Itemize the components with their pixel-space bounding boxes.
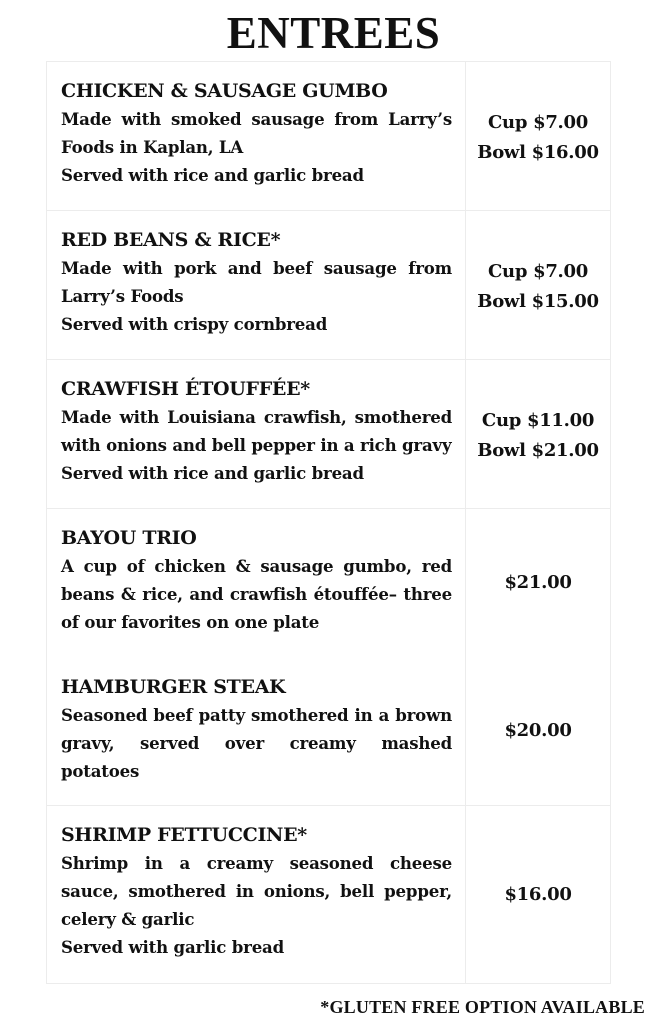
gluten-free-footnote: *GLUTEN FREE OPTION AVAILABLE [320, 997, 645, 1017]
menu-item-price-cell [466, 658, 611, 806]
menu-item-name: HAMBURGER STEAK [61, 675, 286, 698]
menu-row-bayou-trio [47, 509, 611, 658]
menu-item-name: SHRIMP FETTUCCINE* [61, 824, 307, 846]
menu-item-price-cell [466, 62, 611, 211]
menu-item-description: Shrimp in a creamy seasoned cheese sauce, smothered in onions, bell pepper, celery & garlic [61, 853, 452, 929]
menu-item-description: Made with pork and beef sausage from Larry’s Foods [61, 258, 452, 306]
menu-item-description-cell [47, 509, 466, 658]
menu-row-gumbo [47, 62, 611, 211]
menu-item-serving-note: Served with crispy cornbread [61, 314, 328, 334]
menu-item-description-cell [47, 211, 466, 360]
menu-item-price-cell [466, 509, 611, 658]
menu-item-price-bowl: Bowl $16.00 [477, 142, 599, 163]
menu-row-shrimp-fettuccine [47, 806, 611, 984]
menu-item-price-cell [466, 806, 611, 984]
menu-item-price: $20.00 [504, 720, 572, 742]
menu-item-price: $16.00 [504, 883, 572, 905]
menu-item-description: Seasoned beef patty smothered in a brown gravy, served over creamy mashed potatoes [61, 704, 452, 781]
menu-item-name: BAYOU TRIO [61, 527, 197, 549]
menu-item-price-cup: Cup $7.00 [488, 112, 588, 133]
menu-item-price-cup: Cup $7.00 [488, 261, 588, 282]
menu-item-price: $21.00 [504, 572, 572, 594]
menu-table [46, 61, 611, 984]
menu-row-hamburger-steak [47, 658, 611, 806]
menu-row-red-beans [47, 211, 611, 360]
menu-row-crawfish-etouffee [47, 360, 611, 509]
menu-item-price-cell [466, 211, 611, 360]
menu-item-serving-note: Served with rice and garlic bread [61, 463, 364, 483]
menu-item-name: RED BEANS & RICE* [61, 229, 281, 251]
menu-item-serving-note: Served with rice and garlic bread [61, 165, 364, 185]
menu-item-description-cell [47, 658, 466, 806]
menu-item-description: Made with smoked sausage from Larry’s Foods in Kaplan, LA [61, 109, 452, 157]
menu-item-name: CHICKEN & SAUSAGE GUMBO [61, 80, 388, 102]
menu-item-price-bowl: Bowl $15.00 [477, 291, 599, 312]
menu-item-price-cup: Cup $11.00 [481, 410, 595, 431]
menu-item-price-cell [466, 360, 611, 509]
menu-item-description-cell [47, 806, 466, 984]
page-title: ENTREES [226, 8, 441, 58]
menu-item-price-bowl: Bowl $21.00 [477, 440, 599, 461]
menu-item-description-cell [47, 360, 466, 509]
menu-item-description: A cup of chicken & sausage gumbo, red beans & rice, and crawfish étouffée– three of our favorites on one plate [61, 556, 452, 632]
menu-item-name: CRAWFISH ÉTOUFFÉE* [61, 378, 310, 400]
menu-item-description: Made with Louisiana crawfish, smothered with onions and bell pepper in a rich gravy [61, 407, 452, 455]
menu-item-serving-note: Served with garlic bread [61, 937, 284, 957]
menu-item-description-cell [47, 62, 466, 211]
